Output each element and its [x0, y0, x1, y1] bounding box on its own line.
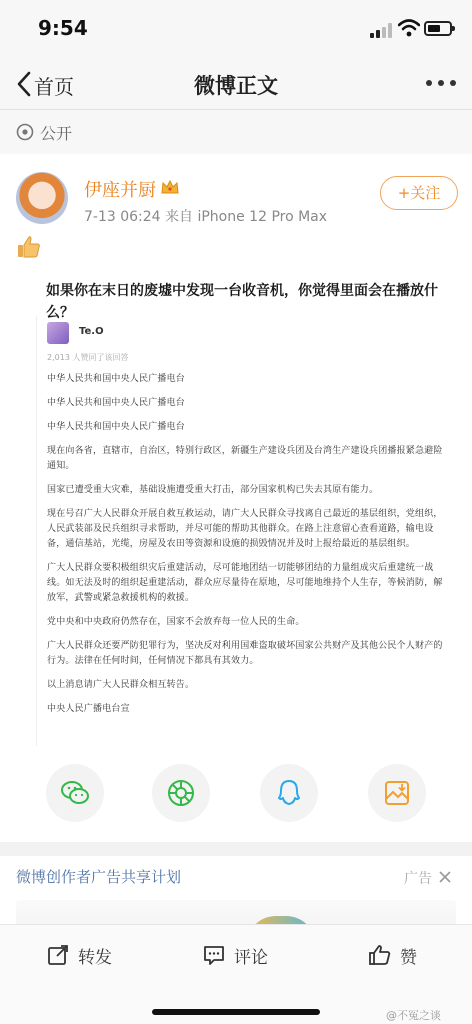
public-eye-icon	[16, 123, 34, 141]
battery-icon	[424, 21, 452, 36]
back-chevron-icon[interactable]	[14, 70, 34, 98]
answer-stats: 2,013 人赞同了该回答	[47, 353, 129, 362]
more-options-icon[interactable]	[424, 80, 458, 88]
wechat-icon	[60, 778, 90, 808]
moments-icon	[166, 778, 196, 808]
comment-icon	[202, 943, 226, 967]
answer-paragraph: 现在号召广大人民群众开展自救互救运动，请广大人民群众寻找离自己最近的基层组织，党组织，人民武装部及民兵组织寻求帮助，并尽可能的帮助其他群众。在路上注意留心查看道路，输电设备，通信基站，光缆，房屋及农田等资源和设施的损毁情况并及时上报给最近的基层组织。	[47, 509, 443, 549]
save-image-icon	[382, 778, 412, 808]
status-time: 9:54	[38, 16, 88, 40]
comment-label: 评论	[234, 948, 268, 968]
thumbs-up-emoji-icon	[16, 234, 42, 260]
watermark: @不冤之谈	[386, 1009, 441, 1022]
save-image-button[interactable]	[368, 764, 426, 822]
answer-paragraph: 国家已遭受重大灾难，基础设施遭受重大打击，部分国家机构已失去其原有能力。	[47, 485, 379, 495]
ad-title[interactable]: 微博创作者广告共享计划	[16, 868, 182, 886]
share-moments-button[interactable]	[152, 764, 210, 822]
signal-icon	[370, 22, 392, 38]
answer-paragraph: 广大人民群众要积极组织灾后重建活动，尽可能地团结一切能够团结的力量组成灾后重建统一战线。如无法及时的组织起重建活动，群众应尽量待在原地，尽可能地维持个人生存，等候消防，解放军，武警或紧急救援机构的救援。	[47, 563, 443, 603]
post-card	[0, 154, 472, 842]
wifi-icon	[398, 18, 420, 38]
ad-card[interactable]	[0, 856, 472, 924]
status-bar	[0, 0, 472, 58]
post-meta: 7-13 06:24 来自 iPhone 12 Pro Max	[84, 209, 328, 225]
answer-paragraph: 中央人民广播电台宣	[47, 704, 130, 714]
close-icon[interactable]	[438, 870, 452, 884]
answer-block	[36, 316, 456, 746]
author-name[interactable]: 伊座并厨	[84, 180, 156, 201]
home-indicator	[152, 1009, 320, 1015]
follow-button[interactable]: +关注	[380, 176, 458, 210]
ad-label: 广告	[404, 871, 432, 887]
like-label: 赞	[400, 948, 417, 968]
repost-icon	[46, 943, 70, 967]
back-button[interactable]: 首页	[34, 75, 74, 99]
page-title: 微博正文	[194, 74, 278, 98]
question-title: 如果你在末日的废墟中发现一台收音机，你觉得里面会在播放什么？	[46, 283, 438, 321]
like-icon	[368, 943, 392, 967]
answer-paragraph: 中华人民共和国中央人民广播电台	[47, 422, 186, 432]
answer-paragraph: 党中央和中央政府仍然存在，国家不会放弃每一位人民的生命。	[47, 617, 305, 627]
nav-bar	[0, 58, 472, 110]
answer-paragraph: 中华人民共和国中央人民广播电台	[47, 374, 186, 384]
qq-icon	[274, 778, 304, 808]
answer-paragraph: 以上消息请广大人民群众相互转告。	[47, 680, 195, 690]
share-wechat-button[interactable]	[46, 764, 104, 822]
share-qq-button[interactable]	[260, 764, 318, 822]
author-avatar[interactable]	[16, 172, 68, 224]
answer-paragraph: 中华人民共和国中央人民广播电台	[47, 398, 186, 408]
share-row	[0, 758, 472, 828]
answerer-avatar	[47, 322, 69, 344]
visibility-label: 公开	[40, 124, 73, 143]
embedded-screenshot[interactable]	[16, 272, 456, 748]
bottom-toolbar	[0, 924, 472, 1024]
answer-paragraph: 广大人民群众还要严防犯罪行为，坚决反对利用国难盗取破坏国家公共财产及其他公民个人财产的行为。法律在任何时间，任何情况下都具有其效力。	[47, 641, 443, 666]
repost-label: 转发	[78, 948, 112, 968]
ad-image[interactable]	[16, 900, 456, 924]
answerer-name: Te.O	[79, 326, 104, 337]
visibility-row	[0, 110, 472, 154]
answer-paragraph: 现在向各省，直辖市，自治区，特别行政区，新疆生产建设兵团及台湾生产建设兵团播报紧急避险通知。	[47, 446, 443, 471]
answer-body	[47, 372, 451, 726]
crown-badge-icon	[160, 178, 180, 196]
